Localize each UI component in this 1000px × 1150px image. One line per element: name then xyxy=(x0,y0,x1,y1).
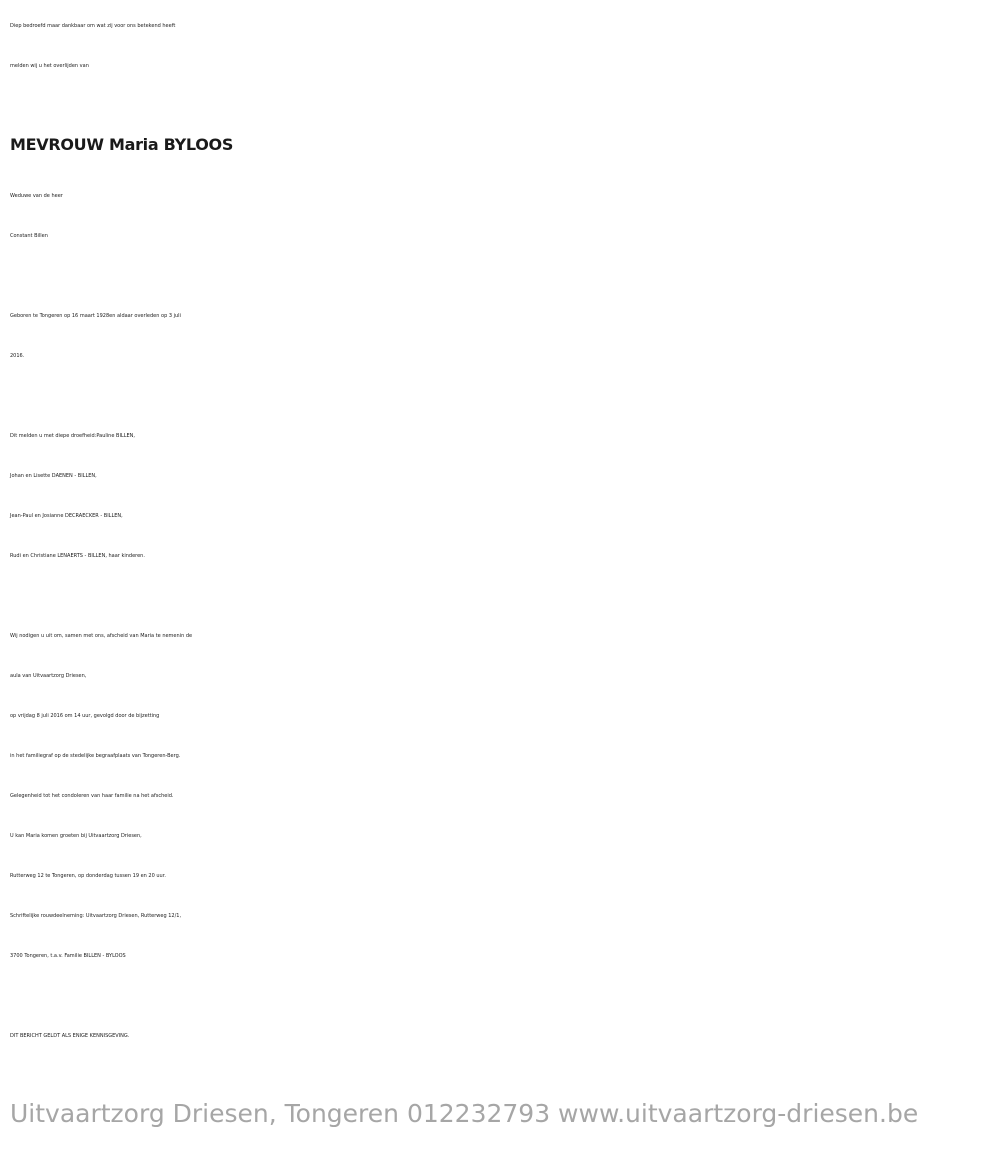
intro-line: melden wij u het overlijden van xyxy=(10,63,89,69)
notice-line: DIT BERICHT GELDT ALS ENIGE KENNISGEVING. xyxy=(10,1033,130,1039)
ceremony-line: in het familiegraf op de stedelijke begraafplaats van Tongeren-Berg. xyxy=(10,753,181,759)
mourners-line: Rudi en Christiane LENAERTS - BILLEN, haar kinderen. xyxy=(10,553,145,559)
birth-death-line: Geboren te Tongeren op 16 maart 1928en aldaar overleden op 3 juli xyxy=(10,313,181,319)
ceremony-line: Wij nodigen u uit om, samen met ons, afscheid van Maria te nemenin de xyxy=(10,633,193,639)
ceremony-line: Gelegenheid tot het condoleren van haar familie na het afscheid. xyxy=(10,793,174,799)
ceremony-line: 3700 Tongeren, t.a.v. Familie BILLEN - BYLOOS xyxy=(10,953,126,959)
birth-death-line: 2016. xyxy=(10,353,25,359)
obituary-notice xyxy=(10,6,990,1056)
spouse-line: Constant Billen xyxy=(10,233,48,239)
ceremony-line: Rutterweg 12 te Tongeren, op donderdag tussen 19 en 20 uur. xyxy=(10,873,166,879)
spacer xyxy=(10,256,990,296)
spacer xyxy=(10,376,990,416)
spouse-line: Weduwe van de heer xyxy=(10,193,63,199)
ceremony-line: aula van Uitvaartzorg Driesen, xyxy=(10,673,87,679)
spacer xyxy=(10,576,990,616)
mourners-line: Johan en Lisette DAENEN - BILLEN, xyxy=(10,473,97,479)
deceased-name: MEVROUW Maria BYLOOS xyxy=(10,135,234,154)
ceremony-line: U kan Maria komen groeten bij Uitvaartzorg Driesen, xyxy=(10,833,142,839)
intro-line: Diep bedroefd maar dankbaar om wat zij voor ons betekend heeft xyxy=(10,23,176,29)
spacer xyxy=(10,976,990,1016)
ceremony-line: op vrijdag 8 juli 2016 om 14 uur, gevolgd door de bijzetting xyxy=(10,713,160,719)
ceremony-line: Schriftelijke rouwdeelneming: Uitvaartzorg Driesen, Rutterweg 12/1, xyxy=(10,913,182,919)
mourners-line: Jean-Paul en Josianne DECRAECKER - BILLEN, xyxy=(10,513,123,519)
mourners-line: Dit melden u met diepe droefheid:Pauline BILLEN, xyxy=(10,433,135,439)
funeral-home-footer: Uitvaartzorg Driesen, Tongeren 012232793 www.uitvaartzorg-driesen.be xyxy=(10,1099,919,1128)
